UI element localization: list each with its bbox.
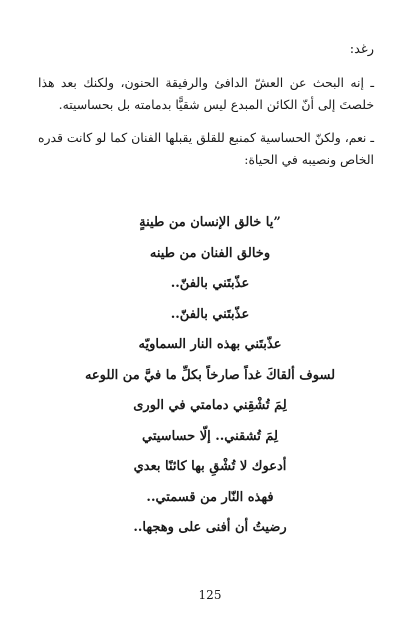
- dialogue-paragraph-2: ـ نعم، ولكنّ الحساسية كمنبع للقلق يقبلها الفنان كما لو كانت قدره الخاص ونصيبه في الحياة:: [38, 130, 374, 167]
- poem-line: لِمَ تُشقني.. إلّا حساسيتي: [142, 428, 278, 444]
- poem-line: لسوف ألقاكَ غداً صارخاً بكلِّ ما فيَّ من اللوعه: [84, 367, 336, 383]
- poem-line: فهذه النّار من قسمتي..: [146, 489, 274, 505]
- poem-line: أدعوك لا تُشْقِ بها كائنًا بعدي: [133, 459, 287, 474]
- poem-line: عذّبتَني بالفنّ..: [170, 306, 250, 322]
- speaker-label: رغد:: [349, 42, 374, 57]
- poem-line: عذّبتَني بالفنّ..: [170, 276, 250, 291]
- page-number: 125: [198, 588, 222, 602]
- dialogue-paragraph-1: ـ إنه البحث عن العشّ الدافئ والرفيقة الحنون، ولكنك بعد هذا خلصتَ إلى أنّ الكائن المبدع ليس شقيًّا بدمامته بل بحساسيته.: [38, 75, 374, 112]
- poem-line: لِمَ تُشْقِني دمامتي في الورى: [133, 398, 287, 413]
- poem-line: وخالق الفنان من طينه: [149, 245, 271, 261]
- poem-line: رضيتُ أن أفنى على وهجها..: [133, 520, 287, 535]
- poem-block: [0, 208, 420, 544]
- poem-line: ”يا خالق الإنسان من طينةٍ: [139, 215, 281, 230]
- poem-line: عذّبتَني بهذه النار السماويّه: [138, 337, 282, 352]
